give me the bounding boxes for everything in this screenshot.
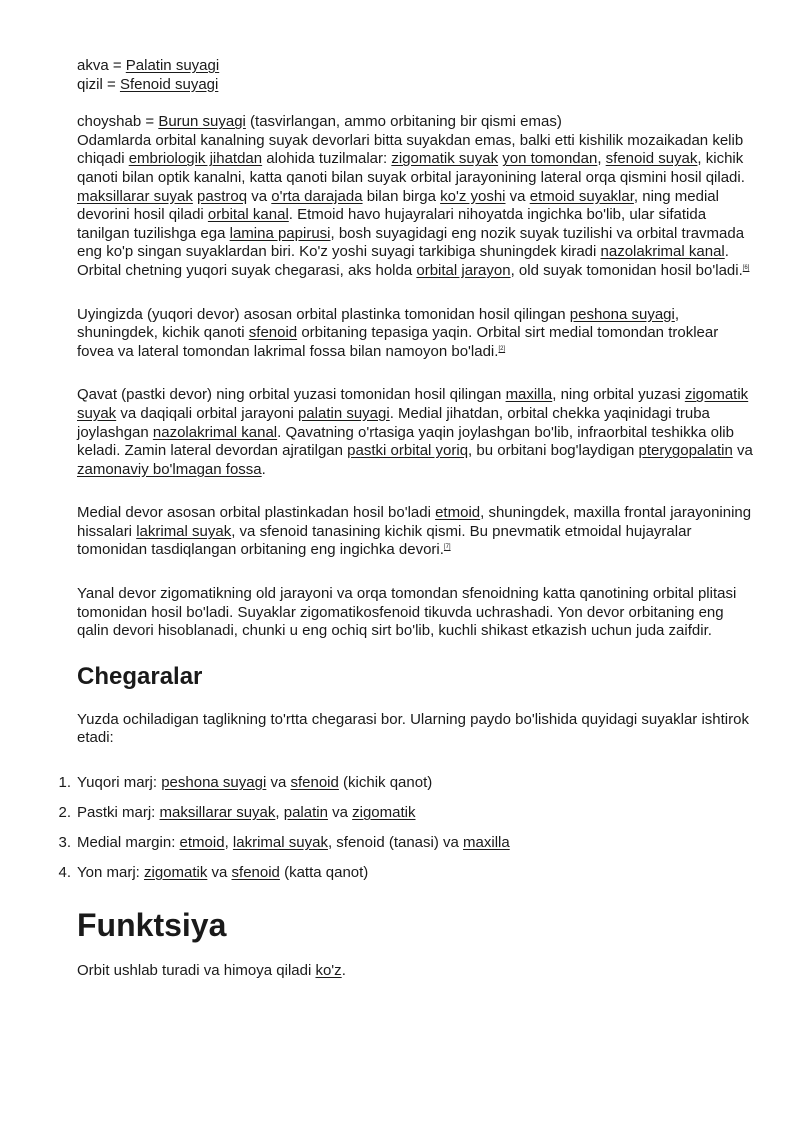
text: va	[266, 774, 291, 792]
link-sfenoid[interactable]: sfenoid	[248, 324, 298, 342]
text: Qavat (pastki devor) ning orbital yuzasi tomonidan hosil qilingan	[77, 386, 506, 404]
link-yon-tomondan[interactable]: yon tomondan	[502, 150, 598, 168]
text: , shuningdek, maxilla frontal jarayonining hissalari	[77, 504, 752, 540]
link-orta-darajada[interactable]: o'rta darajada	[271, 187, 363, 205]
text: orbitaning tepasiga yaqin. Orbital sirt medial tomondan troklear fovea va lateral tomondan lakrimal fossa bilan namoyon bo'ladi.	[77, 324, 719, 360]
text: , bu orbitani bog'laydigan	[468, 442, 639, 460]
article-body	[58, 57, 757, 981]
text: (kichik qanot)	[338, 774, 433, 792]
caption-text: qizil =	[77, 75, 120, 93]
list-item	[58, 804, 757, 822]
text: . Orbital chetning yuqori suyak chegarasi, aks holda	[77, 243, 729, 279]
text: (katta qanot)	[279, 864, 369, 882]
paragraph-roof	[77, 306, 757, 362]
text: Odamlarda orbital kanalning suyak devorlari bitta suyakdan emas, balki etti kishilik mozaikadan kelib chiqadi	[77, 131, 744, 168]
text: bilan birga	[362, 187, 441, 205]
link-zigomatik[interactable]: zigomatik	[143, 864, 208, 882]
text: Pastki marj:	[77, 804, 160, 822]
link-pterygopalatin[interactable]: pterygopalatin	[638, 442, 733, 460]
text: , ning medial devorini hosil qiladi	[77, 187, 719, 224]
link-sfenoid[interactable]: sfenoid	[231, 864, 280, 882]
text: va	[247, 187, 272, 205]
reference-link[interactable]: [2]	[498, 345, 506, 352]
link-koz-yoshi[interactable]: ko'z yoshi	[440, 187, 506, 205]
text: ,	[275, 804, 284, 822]
text: Medial devor asosan orbital plastinkadan hosil bo'ladi	[77, 504, 436, 522]
link-peshona-suyagi[interactable]: peshona suyagi	[161, 774, 267, 792]
text: va	[327, 804, 353, 822]
text: alohida tuzilmalar:	[262, 150, 392, 168]
text: Yanal devor zigomatikning old jarayoni va orqa tomondan sfenoidning katta qanotining orbital plitasi tomonidan hosil bo'ladi. Suyaklar zigomatikosfenoid tikuvda uchrashadi. Yon devor orbitaning eng qalin devori hisoblanadi, chunki u eng ochiq sirt bo'lib, kuchli shikast etkazish uchun juda zaifdir.	[77, 585, 737, 640]
link-palatin-suyagi[interactable]: palatin suyagi	[297, 404, 390, 422]
link-peshona-suyagi[interactable]: peshona suyagi	[569, 305, 675, 323]
link-etmoid-suyaklar[interactable]: etmoid suyaklar	[529, 187, 634, 205]
text: Medial margin:	[77, 834, 180, 852]
text: Orbit ushlab turadi va himoya qiladi	[77, 962, 316, 980]
text: (tasvirlangan, ammo orbitaning bir qismi emas)	[245, 113, 562, 131]
link-orbital-jarayon[interactable]: orbital jarayon	[416, 261, 511, 279]
link-zigomatik-suyak[interactable]: zigomatik suyak	[391, 150, 499, 168]
list-item	[58, 864, 757, 882]
text: Yon marj:	[77, 864, 144, 882]
link-lakrimal-suyak[interactable]: lakrimal suyak	[232, 834, 328, 852]
text: va daqiqali orbital jarayoni	[116, 404, 298, 422]
text: . Medial jihatdan, orbital chekka yaqinidagi truba joylashgan	[77, 404, 710, 441]
link-zamonaviy-fossa[interactable]: zamonaviy bo'lmagan fossa	[77, 460, 262, 478]
text: .	[261, 460, 266, 478]
list-item	[58, 774, 757, 792]
section-heading-funktsiya: Funktsiya	[77, 907, 227, 944]
link-sfenoid[interactable]: sfenoid	[290, 774, 339, 792]
link-pastroq[interactable]: pastroq	[197, 187, 248, 205]
link-palatin-suyagi[interactable]: Palatin suyagi	[125, 57, 220, 74]
text: . Etmoid havo hujayralari nihoyatda ingichka bo'lib, ular sifatida tanilgan tuzilishga ega	[77, 206, 707, 242]
borders-list	[58, 774, 757, 882]
link-koz[interactable]: ko'z	[315, 962, 342, 980]
link-maxilla[interactable]: maxilla	[463, 834, 510, 852]
link-zigomatik-suyak[interactable]: zigomatik suyak	[77, 386, 749, 422]
link-etmoid[interactable]: etmoid	[435, 504, 481, 522]
link-maksillarar-suyak[interactable]: maksillarar suyak	[159, 804, 276, 822]
link-maksillarar-suyak[interactable]: maksillarar suyak	[77, 187, 193, 205]
reference-link[interactable]: [6]	[742, 264, 750, 271]
caption-text: akva =	[77, 57, 126, 74]
text: , shuningdek, kichik qanoti	[77, 305, 680, 342]
text: va	[207, 864, 232, 882]
text: .	[341, 962, 346, 980]
link-orbital-kanal[interactable]: orbital kanal	[207, 206, 289, 224]
list-number: 3.	[58, 834, 71, 852]
link-maxilla[interactable]: maxilla	[505, 386, 553, 404]
text: . Qavatning o'rtasiga yaqin joylashgan bo'lib, infraorbital teshikka olib keladi. Zamin lateral devordan ajratilgan	[77, 423, 734, 460]
link-pastki-orbital-yoriq[interactable]: pastki orbital yoriq	[347, 442, 469, 460]
text: ,	[597, 150, 606, 168]
link-etmoid[interactable]: etmoid	[179, 834, 225, 852]
link-zigomatik[interactable]: zigomatik	[352, 804, 416, 822]
text: , old suyak tomonidan hosil bo'ladi.	[510, 261, 743, 279]
link-sfenoid-suyak[interactable]: sfenoid suyak	[605, 150, 698, 168]
text: va	[732, 442, 753, 460]
section-heading-chegaralar: Chegaralar	[77, 662, 203, 690]
link-burun-suyagi[interactable]: Burun suyagi	[158, 113, 246, 131]
paragraph-overview	[77, 113, 757, 280]
link-palatin[interactable]: palatin	[283, 804, 328, 822]
paragraph-floor	[77, 386, 757, 479]
link-lakrimal-suyak[interactable]: lakrimal suyak	[136, 522, 232, 540]
text: ,	[224, 834, 233, 852]
text: Uyingizda (yuqori devor) asosan orbital plastinka tomonidan hosil qilingan	[77, 305, 570, 323]
list-item	[58, 834, 757, 852]
text: choyshab =	[77, 113, 159, 131]
link-lamina-papirusi[interactable]: lamina papirusi	[229, 224, 331, 242]
paragraph-lateral-wall	[77, 585, 757, 641]
link-embriologik[interactable]: embriologik jihatdan	[128, 150, 263, 168]
text: , sfenoid (tanasi) va	[327, 834, 464, 852]
text: , kichik qanoti bilan optik kanalni, katta qanoti bilan suyak orbital jarayonining lateral orqa qismini hosil qiladi.	[77, 150, 745, 186]
text: va	[505, 187, 530, 205]
paragraph-function	[77, 962, 757, 981]
reference-link[interactable]: [7]	[443, 544, 451, 551]
text: , va sfenoid tanasining kichik qismi. Bu pnevmatik etmoidal hujayralar tomonidan tasdiqlangan orbitaning eng ingichka devori.	[77, 522, 692, 559]
text: Yuqori marj:	[77, 774, 162, 792]
text: , bosh suyagidagi eng nozik suyak tuzilishi va orbital travmada eng ko'p singan suyaklardan biri. Ko'z yoshi suyagi tarkibiga shuningdek kiradi	[77, 224, 745, 261]
paragraph-medial-wall	[77, 504, 757, 560]
list-number: 2.	[58, 804, 71, 822]
list-number: 4.	[58, 864, 71, 882]
link-nazolakrimal-kanal[interactable]: nazolakrimal kanal	[600, 243, 725, 261]
link-sfenoid-suyagi[interactable]: Sfenoid suyagi	[119, 75, 219, 93]
section-intro: Yuzda ochiladigan taglikning to'rtta chegarasi bor. Ularning paydo bo'lishida quyidagi suyaklar ishtirok etadi:	[77, 710, 749, 747]
link-nazolakrimal-kanal[interactable]: nazolakrimal kanal	[152, 423, 278, 441]
image-caption	[77, 57, 757, 94]
text: , ning orbital yuzasi	[552, 386, 685, 404]
list-number: 1.	[58, 774, 71, 792]
